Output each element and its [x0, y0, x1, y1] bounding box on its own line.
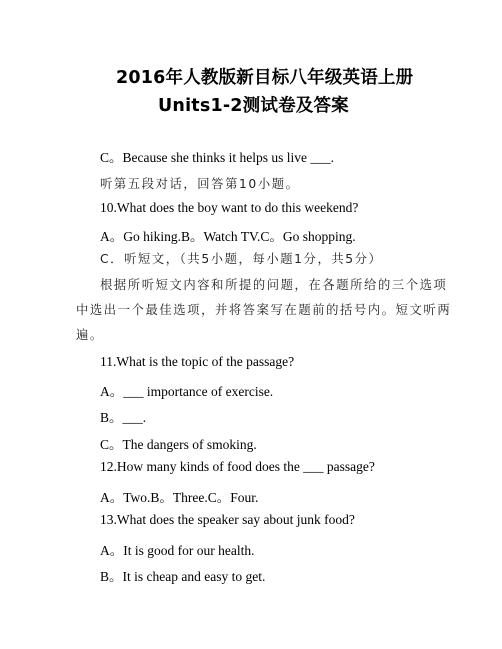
question-11-option-a: A。___ importance of exercise. — [100, 384, 274, 399]
question-13-option-b: B。It is cheap and easy to get. — [100, 569, 266, 584]
question-10: 10.What does the boy want to do this weekend? — [100, 200, 359, 215]
option-c-line: C。Because she thinks it helps us live ___. — [100, 150, 334, 165]
document-title-line-1: 2016年人教版新目标八年级英语上册 — [116, 68, 414, 88]
question-13-option-a: A。It is good for our health. — [100, 543, 255, 558]
directions-line-3: 遍。 — [76, 328, 104, 342]
directions-line-1: 根据所听短文内容和所提的问题，在各题所给的三个选项 — [100, 278, 448, 292]
section-c-heading: C．听短文，（共5小题，每小题1分，共5分） — [100, 252, 383, 266]
question-13: 13.What does the speaker say about junk food? — [100, 512, 355, 527]
document-title-line-2: Units1-2测试卷及答案 — [158, 96, 349, 116]
question-11-option-b: B。___. — [100, 410, 147, 425]
question-11: 11.What is the topic of the passage? — [100, 354, 295, 369]
directions-line-2: 中选出一个最佳选项，并将答案写在题前的括号内。短文听两 — [76, 303, 452, 317]
question-12-options: A。Two.B。Three.C。Four. — [100, 490, 259, 505]
question-10-options: A。Go hiking.B。Watch TV.C。Go shopping. — [100, 229, 356, 244]
question-11-option-c: C。The dangers of smoking. — [100, 437, 257, 452]
instruction-line: 听第五段对话，回答第10小题。 — [100, 177, 300, 191]
question-12: 12.How many kinds of food does the ___ passage? — [100, 459, 375, 474]
